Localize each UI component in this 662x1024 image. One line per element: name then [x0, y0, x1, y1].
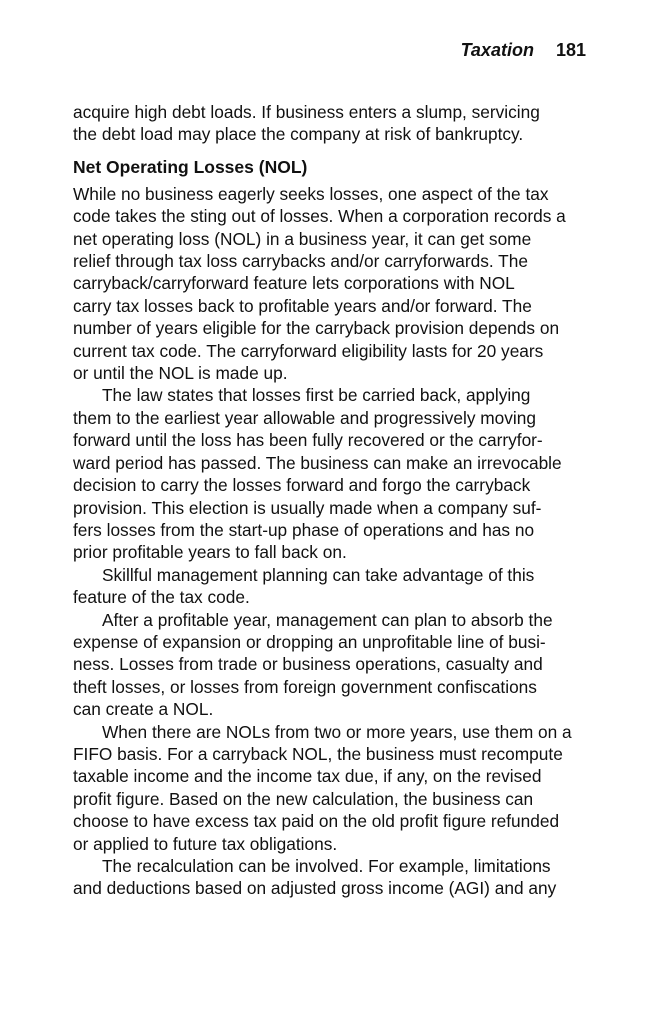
text-line: choose to have excess tax paid on the old profit figure refunded	[73, 811, 560, 832]
text-line: theft losses, or losses from foreign government confiscations	[73, 676, 537, 697]
text-line: number of years eligible for the carryback provision depends on	[73, 318, 560, 339]
text-line: or applied to future tax obligations.	[73, 833, 338, 854]
text-line: profit figure. Based on the new calculation, the business can	[73, 788, 534, 809]
page-body	[73, 101, 593, 900]
text-line: forward until the loss has been fully recovered or the carryfor-	[73, 430, 543, 451]
text-line: feature of the tax code.	[73, 587, 250, 608]
text-line: relief through tax loss carrybacks and/or carryforwards. The	[73, 251, 528, 272]
text-line: and deductions based on adjusted gross income (AGI) and any	[73, 878, 557, 899]
text-line: code takes the sting out of losses. When a corporation records a	[73, 206, 566, 227]
text-line: decision to carry the losses forward and forgo the carryback	[73, 475, 531, 496]
text-line: ward period has passed. The business can make an irrevocable	[73, 452, 562, 473]
text-line: FIFO basis. For a carryback NOL, the business must recompute	[73, 743, 563, 764]
text-line: The recalculation can be involved. For example, limitations	[102, 856, 551, 876]
text-line: them to the earliest year allowable and progressively moving	[73, 407, 536, 428]
section-heading: Net Operating Losses (NOL)	[73, 156, 308, 177]
text-line: carryback/carryforward feature lets corporations with NOL	[73, 273, 515, 294]
text-line: or until the NOL is made up.	[73, 363, 288, 384]
text-line: current tax code. The carryforward eligibility lasts for 20 years	[73, 340, 544, 361]
page-number: 181	[555, 40, 586, 60]
text-line: fers losses from the start-up phase of operations and has no	[73, 519, 535, 540]
text-line: can create a NOL.	[73, 699, 214, 720]
text-line: While no business eagerly seeks losses, one aspect of the tax	[73, 183, 549, 204]
text-line: net operating loss (NOL) in a business year, it can get some	[73, 228, 532, 249]
text-line: carry tax losses back to profitable years and/or forward. The	[73, 295, 532, 316]
text-line: acquire high debt loads. If business enters a slump, servicing	[73, 102, 540, 122]
text-line: Skillful management planning can take advantage of this	[102, 564, 535, 585]
text-line: the debt load may place the company at risk of bankruptcy.	[73, 124, 524, 145]
text-line: expense of expansion or dropping an unprofitable line of busi-	[73, 631, 546, 652]
text-line: prior profitable years to fall back on.	[73, 542, 347, 563]
chapter-title: Taxation	[460, 40, 534, 60]
text-line: provision. This election is usually made when a company suf-	[73, 497, 542, 518]
text-line: When there are NOLs from two or more years, use them on a	[102, 721, 572, 742]
text-line: After a profitable year, management can plan to absorb the	[102, 609, 553, 630]
running-header	[461, 40, 586, 61]
text-line: ness. Losses from trade or business operations, casualty and	[73, 654, 543, 675]
text-line: The law states that losses first be carried back, applying	[102, 385, 531, 406]
text-line: taxable income and the income tax due, if any, on the revised	[73, 766, 542, 787]
